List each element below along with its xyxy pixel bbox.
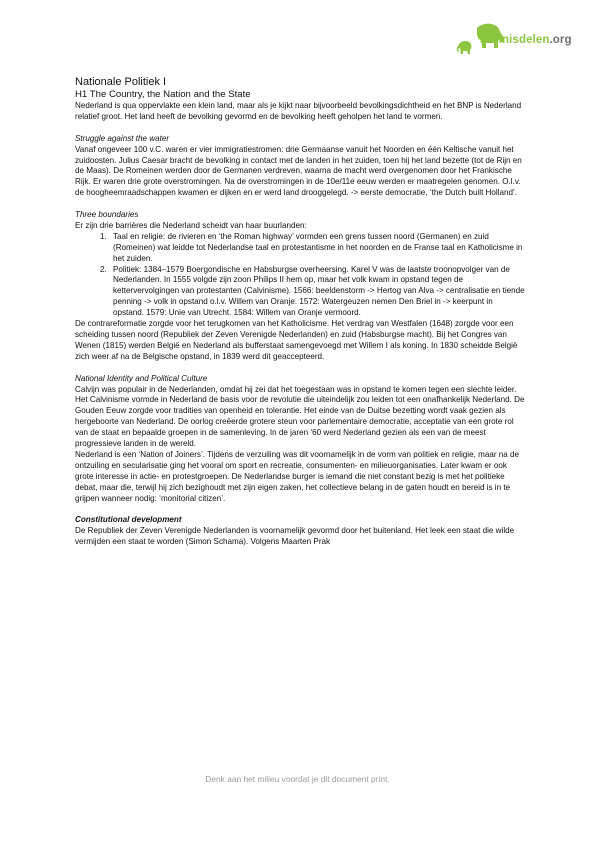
section-heading-water: Struggle against the water [75,133,170,143]
site-logo[interactable] [455,20,580,60]
document-title: Nationale Politiek I [75,76,167,88]
chapter-heading: H1 The Country, the Nation and the State [75,89,251,100]
intro-paragraph: Nederland is qua oppervlakte een klein land, maar als je kijkt naar bijvoorbeeld bevolkingsdichtheid en het BNP is Nederland relatief groot. Het land heeft de bevolking gevormd en de bevolking heeft geholpen het land te vormen. [75,101,522,121]
list-item: 1. Taal en religie: de rivieren en ‘the Roman highway’ vormden een grens tussen noord (Germanen) en zuid (Romeinen) wat leidde tot Nederlandse taal en protestantisme in het noorden en de Franse taal en Katholicisme in het zuiden. [109,232,525,265]
logo-name: Kennisdelen [480,34,550,46]
section-heading-boundaries: Three boundaries [75,210,139,220]
section-heading-identity: National Identity and Political Culture [75,373,208,383]
paragraph-contrareformatie: De contrareformatie zorgde voor het terugkomen van het Katholicisme. Het verdrag van Westfalen (1648) zorgde voor een scheiding tussen noord (Republiek der Zeven Verenigde Nederlanden) en zuid (Habsburgse macht). Bij het Congres van Wenen (1815) werden België en Nederland als bufferstaat samengevoegd met Willem I als koning. In 1830 scheidde België zich weer af na de Belgische opstand, in 1839 werd dit geaccepteerd. [75,319,518,361]
boundaries-list [75,232,525,319]
page-footer: Denk aan het milieu voordat je dit document print. [205,774,390,784]
paragraph-constitution: De Republiek der Zeven Verenigde Nederlanden is voornamelijk gevormd door het buitenland. Het leek een staat die wilde vermijden een staat te worden (Simon Schama). Volgens Maarten Prak [75,526,515,547]
paragraph-water: Vanaf ongeveer 100 v.C. waren er vier immigratiestromen: drie Germaanse vanuit het Noorden en één Keltische vanuit het zuidoosten. Julius Caesar bracht de bevolking in contact met de landen in het zuiden, toen hij het land bezette (tot de Rijn en de Maas). De Romeinen werden door de Germanen verdreven, waarna de macht werd overgenomen door het Frankische Rijk. Er waren drie grote overstromingen. Na de overstromingen in de 10e/11e eeuw werden er maatregelen genomen. O.l.v. de hoogheemraadschappen kwamen er dijken en er werd land drooggelegd. -> eerste democratie, ‘the Dutch built Holland’. [75,144,522,198]
section-heading-constitution: Constitutional development [75,515,182,525]
paragraph-joiners: Nederland is een ‘Nation of Joiners’. Tijdens de verzuiling was dit voornamelijk in de vorm van politiek en religie, maar na de ontzuiling en secularisatie ging het vooral om sport en recreatie, consumenten- en milieuorganisaties. Later kwam er ook grote interesse in actie- en protestgroepen. De Nederlandse burger is iemand die niet constant bezig is met het politieke debat, maar die, terwijl hij zich bezighoudt met zijn eigen zaken, het collectieve belang in de gaten houdt en bereid is in te grijpen wanneer nodig: ‘monitorial citizen’. [75,449,520,503]
paragraph-calvinism: Calvijn was populair in de Nederlanden, omdat hij zei dat het toegestaan was in opstand te komen tegen een slechte leider. Het Calvinisme vormde in Nederland de basis voor de revolutie die uiteindelijk zou leiden tot een onafhankelijk Nederland. De Gouden Eeuw zorgde voor tradities van openheid en tolerantie. Het einde van de Duitse bezetting wordt vaak gezien als hergeboorte van Nederland. De oorlog creëerde grotere steun voor parlementaire democratie, acceptatie van een grote rol van de staat en bepaalde groepen in de samenleving. In de jaren ‘60 werd Nederland gezien als een van de meest progressieve landen in de wereld. [75,384,525,449]
list-item: 2. Politiek: 1384–1579 Boergondische en Habsburgse overheersing. Karel V was de laatste troonopvolger van de Nederlanden. In 1555 volgde zijn zoon Philips II hem op, maar het volk kwam in opstand tegen de kettervervolgingen van protestanten (Calvinisme). 1566: beeldenstorm -> Hertog van Alva -> centralisatie en tiende penning -> volk in opstand o.l.v. Willem van Oranje. 1572: Watergeuzen nemen Den Briel in -> keerpunt in opstand. 1579: Unie van Utrecht. 1584: Willem van Oranje vermoord. [109,265,525,320]
logo-tld: .org [549,34,572,46]
paragraph-boundaries-lead: Er zijn drie barrières die Nederland scheidt van haar buurlanden: [75,220,307,230]
logo-wordmark [480,34,572,46]
document-body [75,75,525,548]
